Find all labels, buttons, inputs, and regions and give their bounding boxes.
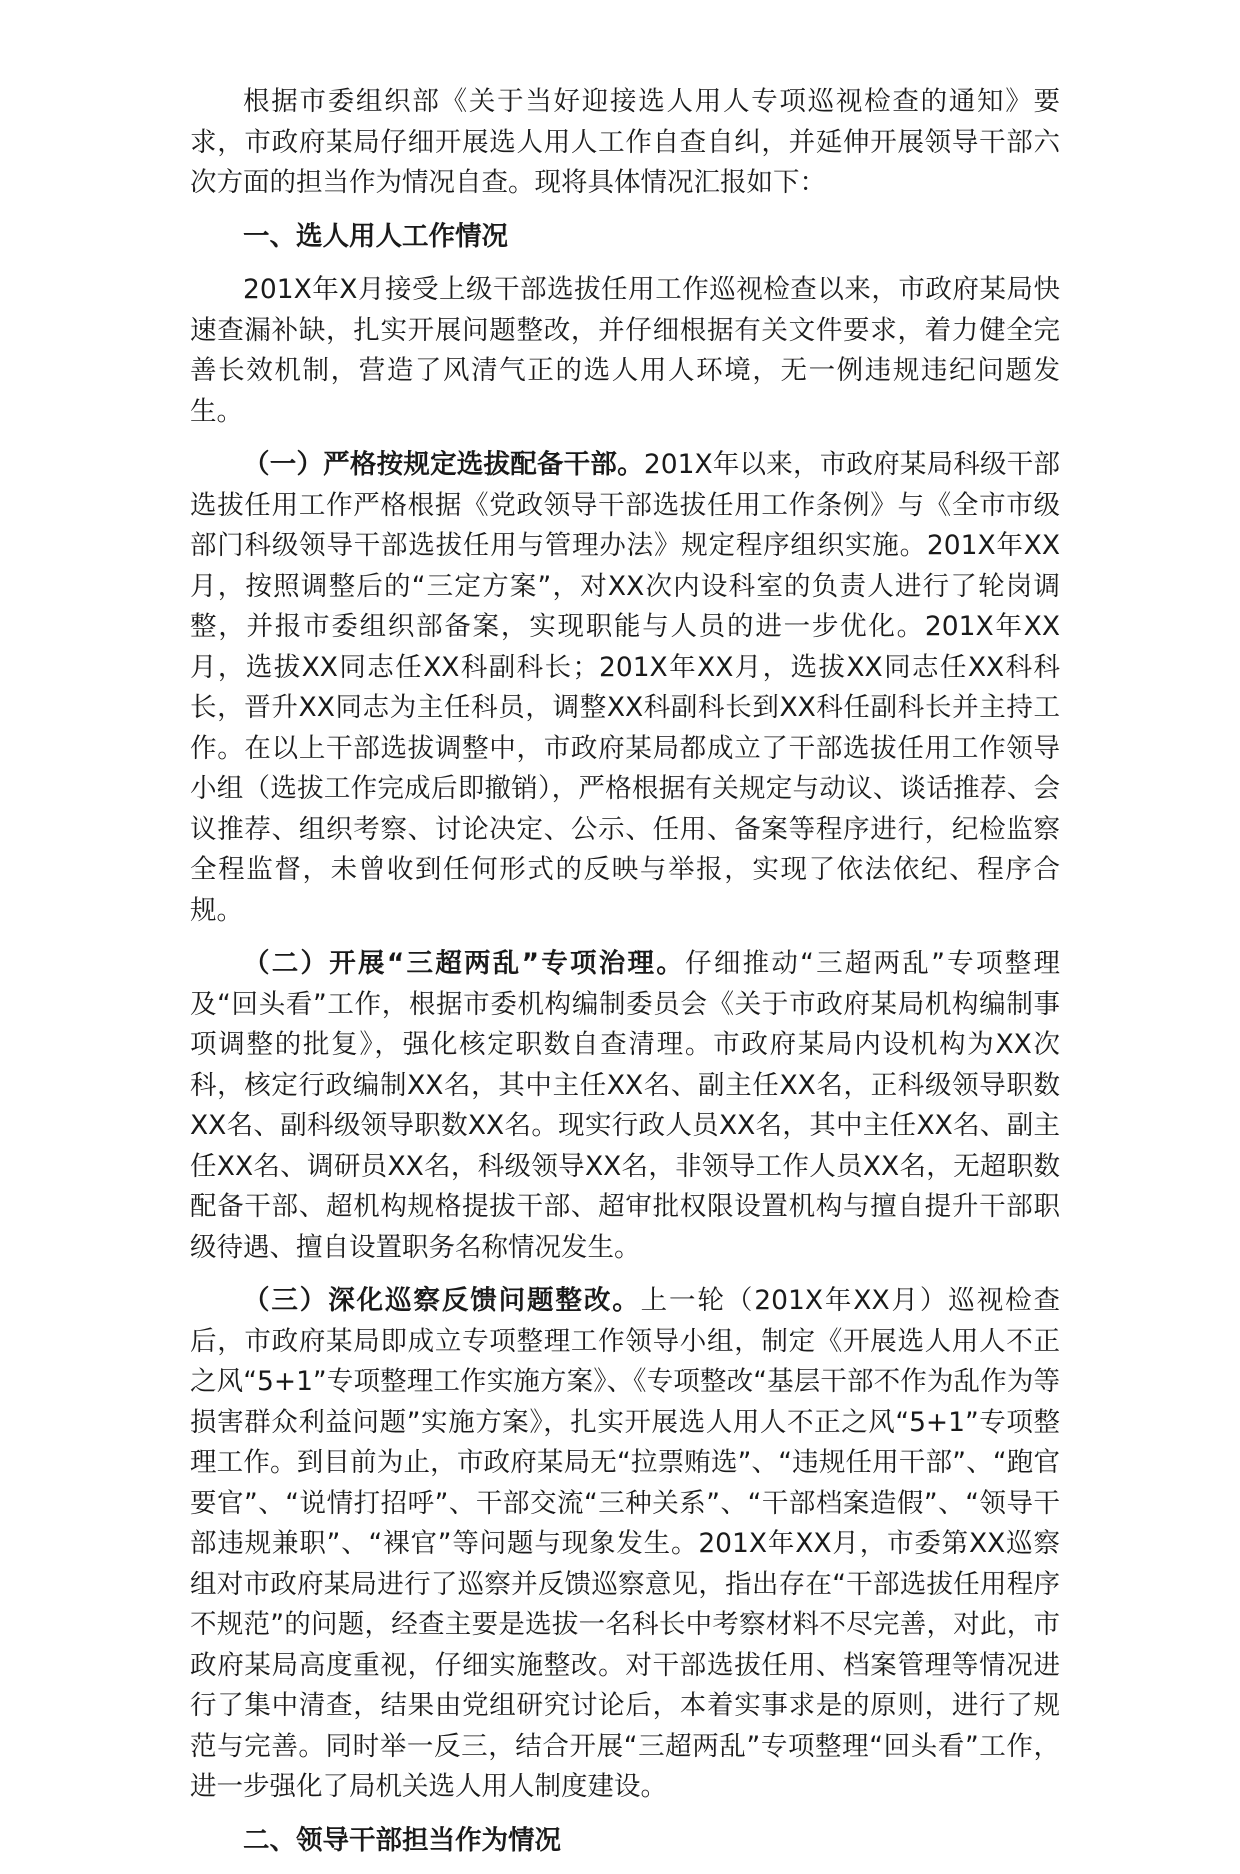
item-2-text: 仔细推动“三超两乱”专项整理及“回头看”工作，根据市委机构编制委员会《关于市政府某局机构编制事项调整的批复》，强化核定职数自查清理。市政府某局内设机构为XX次科，核定行政编制XX名，其中主任XX名、副主任XX名，正科级领导职数XX名、副科级领导职数XX名。现实行政人员XX名，其中主任XX名、副主任XX名、调研员XX名，科级领导XX名，非领导工作人员XX名，无超职数配备干部、超机构规格提拔干部、超审批权限设置机构与擅自提升干部职级待遇、擅自设置职务名称情况发生。 xyxy=(190,948,1060,1263)
section-1-heading: 一、选人用人工作情况 xyxy=(243,220,508,252)
item-1-text: 201X年以来，市政府某局科级干部选拔任用工作严格根据《党政领导干部选拔任用工作条例》与《全市市级部门科级领导干部选拔任用与管理办法》规定程序组织实施。201X年XX月，按照调整后的“三定方案”，对XX次内设科室的负责人进行了轮岗调整，并报市委组织部备案，实现职能与人员的进一步优化。201X年XX月，选拔XX同志任XX科副科长；201X年XX月，选拔XX同志任XX科科长，晋升XX同志为主任科员，调整XX科副科长到XX科任副科长并主持工作。在以上干部选拔调整中，市政府某局都成立了干部选拔任用工作领导小组（选拔工作完成后即撤销），严格根据有关规定与动议、谈话推荐、会议推荐、组织考察、讨论决定、公示、任用、备案等程序进行，纪检监察全程监督，未曾收到任何形式的反映与举报，实现了依法依纪、程序合规。 xyxy=(190,449,1061,926)
section-1-summary: 201X年X月接受上级干部选拔任用工作巡视检查以来，市政府某局快速查漏补缺，扎实开展问题整改，并仔细根据有关文件要求，着力健全完善长效机制，营造了风清气正的选人用人环境，无一例违规违纪问题发生。 xyxy=(190,274,1060,427)
intro-paragraph: 根据市委组织部《关于当好迎接选人用人专项巡视检查的通知》要求，市政府某局仔细开展选人用人工作自查自纠，并延伸开展领导干部六次方面的担当作为情况自查。现将具体情况汇报如下： xyxy=(190,86,1060,198)
section-1-item-2 xyxy=(190,944,1060,1268)
item-3-text: 上一轮（201X年XX月）巡视检查后，市政府某局即成立专项整理工作领导小组，制定《开展选人用人不正之风“5+1”专项整理工作实施方案》、《专项整改“基层干部不作为乱作为等损害群众利益问题”实施方案》，扎实开展选人用人不正之风“5+1”专项整理工作。到目前为止，市政府某局无“拉票贿选”、“违规任用干部”、“跑官要官”、“说情打招呼”、干部交流“三种关系”、“干部档案造假”、“领导干部违规兼职”、“裸官”等问题与现象发生。201X年XX月，市委第XX巡察组对市政府某局进行了巡察并反馈巡察意见，指出存在“干部选拔任用程序不规范”的问题，经查主要是选拔一名科长中考察材料不尽完善，对此，市政府某局高度重视，仔细实施整改。对干部选拔任用、档案管理等情况进行了集中清查，结果由党组研究讨论后，本着实事求是的原则，进行了规范与完善。同时举一反三，结合开展“三超两乱”专项整理“回头看”工作，进一步强化了局机关选人用人制度建设。 xyxy=(190,1285,1061,1802)
document-page xyxy=(190,82,1060,1874)
item-2-lead: （二）开展“三超两乱”专项治理。 xyxy=(243,948,686,979)
item-3-lead: （三）深化巡察反馈问题整改。 xyxy=(243,1285,641,1316)
section-2-heading: 二、领导干部担当作为情况 xyxy=(243,1824,561,1856)
section-1-item-1 xyxy=(190,445,1060,931)
section-1-item-3 xyxy=(190,1281,1060,1808)
item-1-lead: （一）严格按规定选拔配备干部。 xyxy=(243,449,644,480)
